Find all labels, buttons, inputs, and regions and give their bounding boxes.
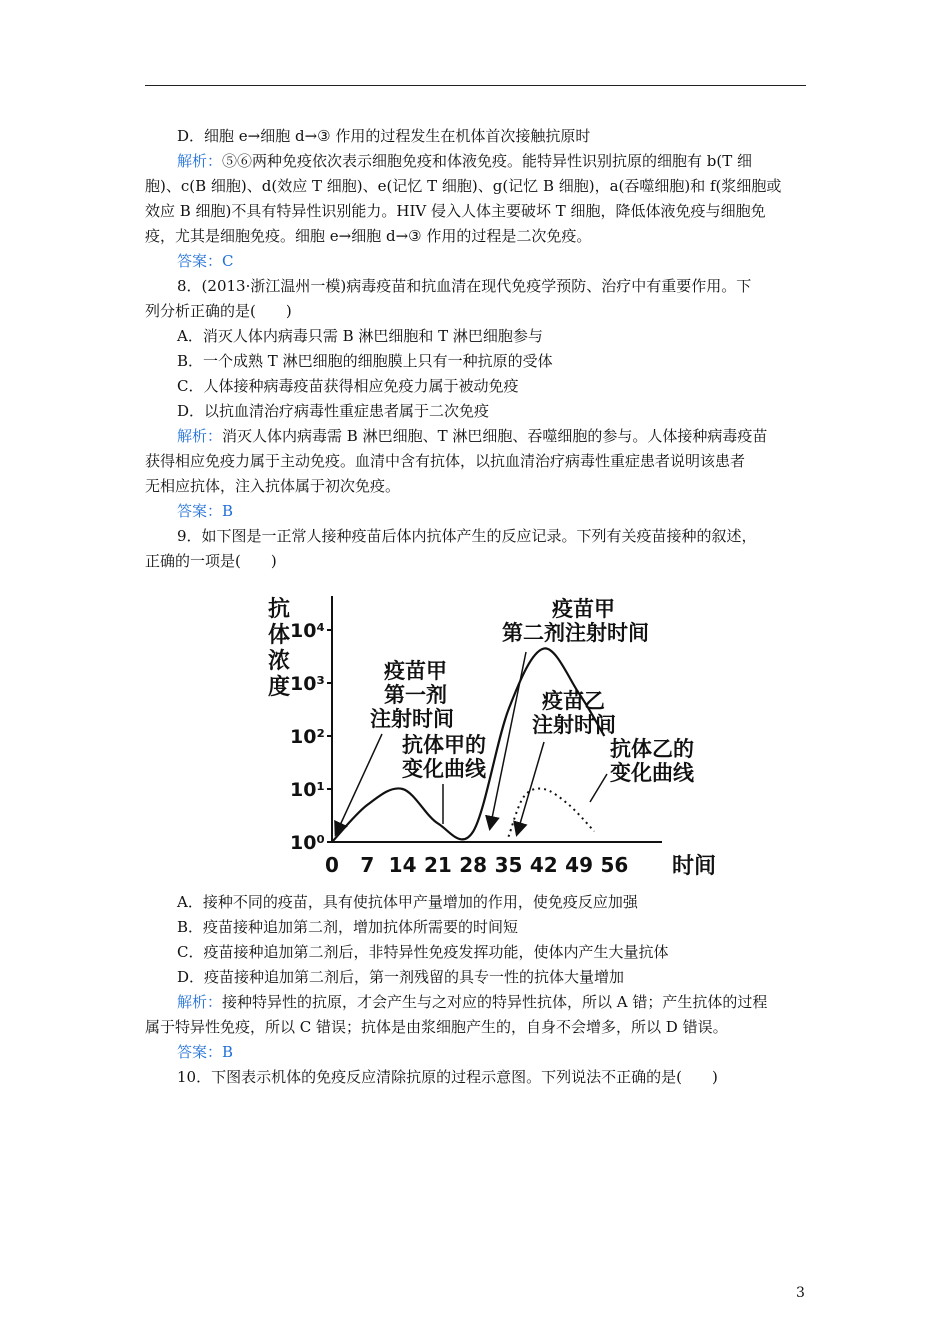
- q9-stem-line-1: 9．如下图是一正常人接种疫苗后体内抗体产生的反应记录。下列有关疫苗接种的叙述，: [177, 527, 757, 545]
- curve-b-annotation: [590, 737, 695, 802]
- annotation-line: 注射时间: [532, 713, 616, 737]
- q9-option-c: C．疫苗接种追加第二剂后，非特异性免疫发挥功能，使体内产生大量抗体: [177, 943, 669, 961]
- annotation-line: 疫苗甲: [384, 659, 447, 683]
- q8-option-b: B．一个成熟 T 淋巴细胞的细胞膜上只有一种抗原的受体: [177, 352, 553, 370]
- y-tick-label: 10⁰: [290, 832, 325, 854]
- annotation-line: 变化曲线: [402, 757, 486, 781]
- q10-stem: 10．下图表示机体的免疫反应清除抗原的过程示意图。下列说法不正确的是( ): [177, 1068, 718, 1086]
- q8-stem-line-1: 8．(2013·浙江温州一模)病毒疫苗和抗血清在现代免疫学预防、治疗中有重要作用。下: [177, 277, 752, 295]
- annotation-line: 抗体甲的: [402, 733, 486, 757]
- y-tick-label: 10³: [290, 673, 325, 695]
- q9-option-d: D．疫苗接种追加第二剂后，第一剂残留的具专一性的抗体大量增加: [177, 968, 625, 986]
- y-label-char: 浓: [268, 649, 291, 674]
- q8-analysis-line-2: 获得相应免疫力属于主动免疫。血清中含有抗体，以抗血清治疗病毒性重症患者说明该患者: [145, 452, 746, 470]
- q9-analysis-line-1: 解析：接种特异性的抗原，才会产生与之对应的特异性抗体，所以 A 错；产生抗体的过程: [177, 993, 768, 1011]
- q7-analysis-line-3: 效应 B 细胞)不具有特异性识别能力。HIV 侵入人体主要破坏 T 细胞，降低体液免疫与细胞免: [145, 202, 766, 220]
- curve-a-annotation: [402, 733, 487, 824]
- y-tick-label: 10²: [290, 726, 325, 748]
- q7-answer: 答案：C: [177, 252, 234, 270]
- q8-option-c: C．人体接种病毒疫苗获得相应免疫力属于被动免疫: [177, 377, 519, 395]
- annotation-line: 抗体乙的: [610, 737, 694, 761]
- x-tick-labels: [325, 853, 628, 877]
- q9-answer: 答案：B: [177, 1043, 234, 1061]
- q7-analysis-line-2: 胞)、c(B 细胞)、d(效应 T 细胞)、e(记忆 T 细胞)、g(记忆 B 细胞)，a(吞噬细胞)和 f(浆细胞或: [145, 177, 782, 195]
- page-number: 3: [796, 1285, 805, 1301]
- x-tick-label: 7: [360, 853, 375, 877]
- q7-analysis-line-4: 疫，尤其是细胞免疫。细胞 e→细胞 d→③ 作用的过程是二次免疫。: [145, 227, 592, 245]
- y-label-char: 体: [268, 623, 291, 648]
- q9-stem-line-2: 正确的一项是( ): [145, 552, 277, 570]
- analysis-label: 解析：: [177, 152, 223, 170]
- curve-b-pointer: [590, 774, 607, 802]
- q7-analysis-line-1: 解析：⑤⑥两种免疫依次表示细胞免疫和体液免疫。能特异性识别抗原的细胞有 b(T 细: [177, 152, 753, 170]
- q7-option-d: D．细胞 e→细胞 d→③ 作用的过程发生在机体首次接触抗原时: [177, 127, 591, 145]
- analysis-label: 解析：: [177, 993, 223, 1011]
- x-tick-label: 0: [325, 853, 339, 877]
- header-rule: [145, 85, 806, 86]
- annotation-line: 疫苗乙: [542, 689, 605, 713]
- y-axis-label: [268, 596, 290, 700]
- y-label-char: 度: [268, 675, 291, 700]
- y-label-char: 抗: [268, 597, 291, 622]
- q8-option-d: D．以抗血清治疗病毒性重症患者属于二次免疫: [177, 402, 490, 420]
- q9-analysis-line-2: 属于特异性免疫，所以 C 错误；抗体是由浆细胞产生的，自身不会增多，所以 D 错误。: [145, 1018, 728, 1036]
- vaccine-b-annotation: [517, 689, 616, 834]
- annotation-line: 第二剂注射时间: [502, 621, 649, 645]
- x-tick-label: 14: [388, 853, 417, 877]
- annotation-line: 疫苗甲: [552, 597, 615, 621]
- annotation-line: 注射时间: [370, 707, 454, 731]
- annotation-line: 变化曲线: [610, 761, 694, 785]
- x-tick-label: 42: [529, 853, 558, 877]
- q8-stem-line-2: 列分析正确的是( ): [145, 302, 292, 320]
- y-tick-labels: [290, 620, 332, 854]
- analysis-label: 解析：: [177, 427, 223, 445]
- q8-analysis-line-3: 无相应抗体，注入抗体属于初次免疫。: [145, 477, 401, 495]
- q8-analysis-line-1: 解析：消灭人体内病毒需 B 淋巴细胞、T 淋巴细胞、吞噬细胞的参与。人体接种病毒疫苗: [177, 427, 768, 445]
- y-tick-label: 10¹: [290, 779, 325, 801]
- y-tick-label: 10⁴: [290, 620, 325, 642]
- x-tick-label: 21: [423, 853, 452, 877]
- x-tick-label: 35: [494, 853, 523, 877]
- first-dose-arrow: [336, 734, 382, 834]
- annotation-line: 第一剂: [384, 683, 447, 707]
- antibody-b-curve: [509, 789, 595, 837]
- q8-answer: 答案：B: [177, 502, 234, 520]
- q9-option-a: A．接种不同的疫苗，具有使抗体甲产量增加的作用，使免疫反应加强: [177, 893, 638, 911]
- x-tick-label: 49: [565, 853, 594, 877]
- q9-option-b: B．疫苗接种追加第二剂，增加抗体所需要的时间短: [177, 918, 519, 936]
- x-tick-label: 56: [600, 853, 629, 877]
- q8-option-a: A．消灭人体内病毒只需 B 淋巴细胞和 T 淋巴细胞参与: [177, 327, 543, 345]
- antibody-chart: [262, 588, 722, 888]
- x-tick-label: 28: [459, 853, 488, 877]
- x-axis-label: 时间: [672, 854, 717, 879]
